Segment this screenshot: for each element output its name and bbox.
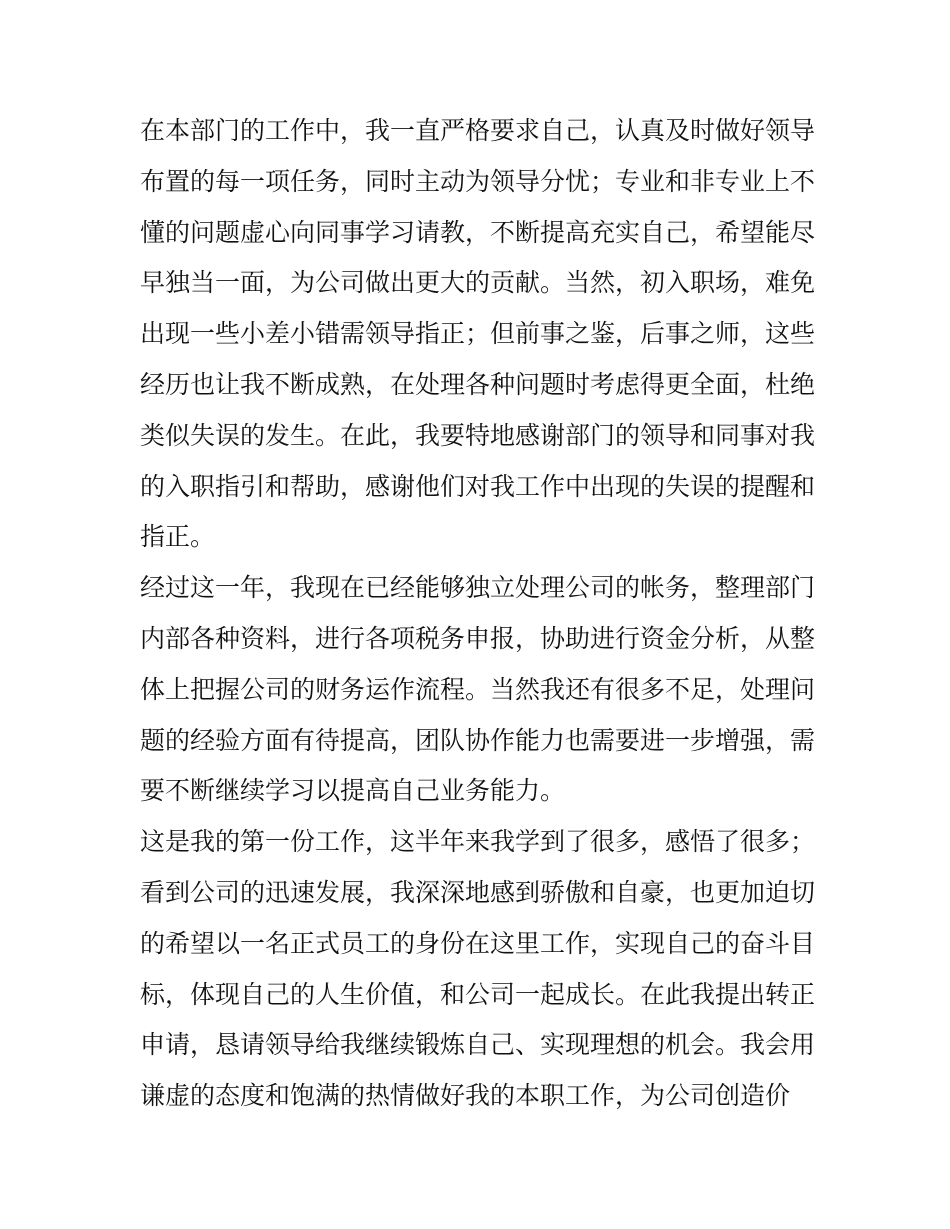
text-line: 在本部门的工作中，我一直严格要求自己，认真及时做好领导 [140, 116, 816, 145]
text-line: 谦虚的态度和饱满的热情做好我的本职工作，为公司创造价 [140, 1081, 791, 1111]
text-line: 出现一些小差小错需领导指正；但前事之鉴，后事之师，这些 [140, 319, 816, 349]
text-line: 早独当一面，为公司做出更大的贡献。当然，初入职场，难免 [140, 268, 816, 298]
text-line: 这是我的第一份工作，这半年来我学到了很多，感悟了很多； [140, 827, 816, 857]
text-line: 要不断继续学习以提高自己业务能力。 [140, 776, 566, 806]
text-line: 申请，恳请领导给我继续锻炼自己、实现理想的机会。我会用 [140, 1030, 816, 1060]
paragraph-1 [140, 106, 816, 563]
text-line: 类似失误的发生。在此，我要特地感谢部门的领导和同事对我 [140, 420, 816, 450]
text-line: 看到公司的迅速发展，我深深地感到骄傲和自豪，也更加迫切 [140, 877, 816, 907]
document-body [140, 106, 816, 1122]
paragraph-3 [140, 817, 816, 1122]
text-line: 题的经验方面有待提高，团队协作能力也需要进一步增强，需 [140, 725, 816, 755]
text-line: 的入职指引和帮助，感谢他们对我工作中出现的失误的提醒和 [140, 471, 816, 501]
text-line: 指正。 [140, 522, 216, 552]
text-line: 的希望以一名正式员工的身份在这里工作，实现自己的奋斗目 [140, 928, 816, 958]
text-line: 内部各种资料，进行各项税务申报，协助进行资金分析，从整 [140, 623, 816, 653]
text-line: 经历也让我不断成熟，在处理各种问题时考虑得更全面，杜绝 [140, 369, 816, 399]
text-line: 懂的问题虚心向同事学习请教，不断提高充实自己，希望能尽 [140, 217, 816, 247]
text-line: 体上把握公司的财务运作流程。当然我还有很多不足，处理问 [140, 674, 816, 704]
text-line: 布置的每一项任务，同时主动为领导分忧；专业和非专业上不 [140, 166, 816, 196]
text-line: 经过这一年，我现在已经能够独立处理公司的帐务，整理部门 [140, 573, 816, 603]
text-line: 标，体现自己的人生价值，和公司一起成长。在此我提出转正 [140, 979, 816, 1009]
paragraph-2 [140, 563, 816, 817]
